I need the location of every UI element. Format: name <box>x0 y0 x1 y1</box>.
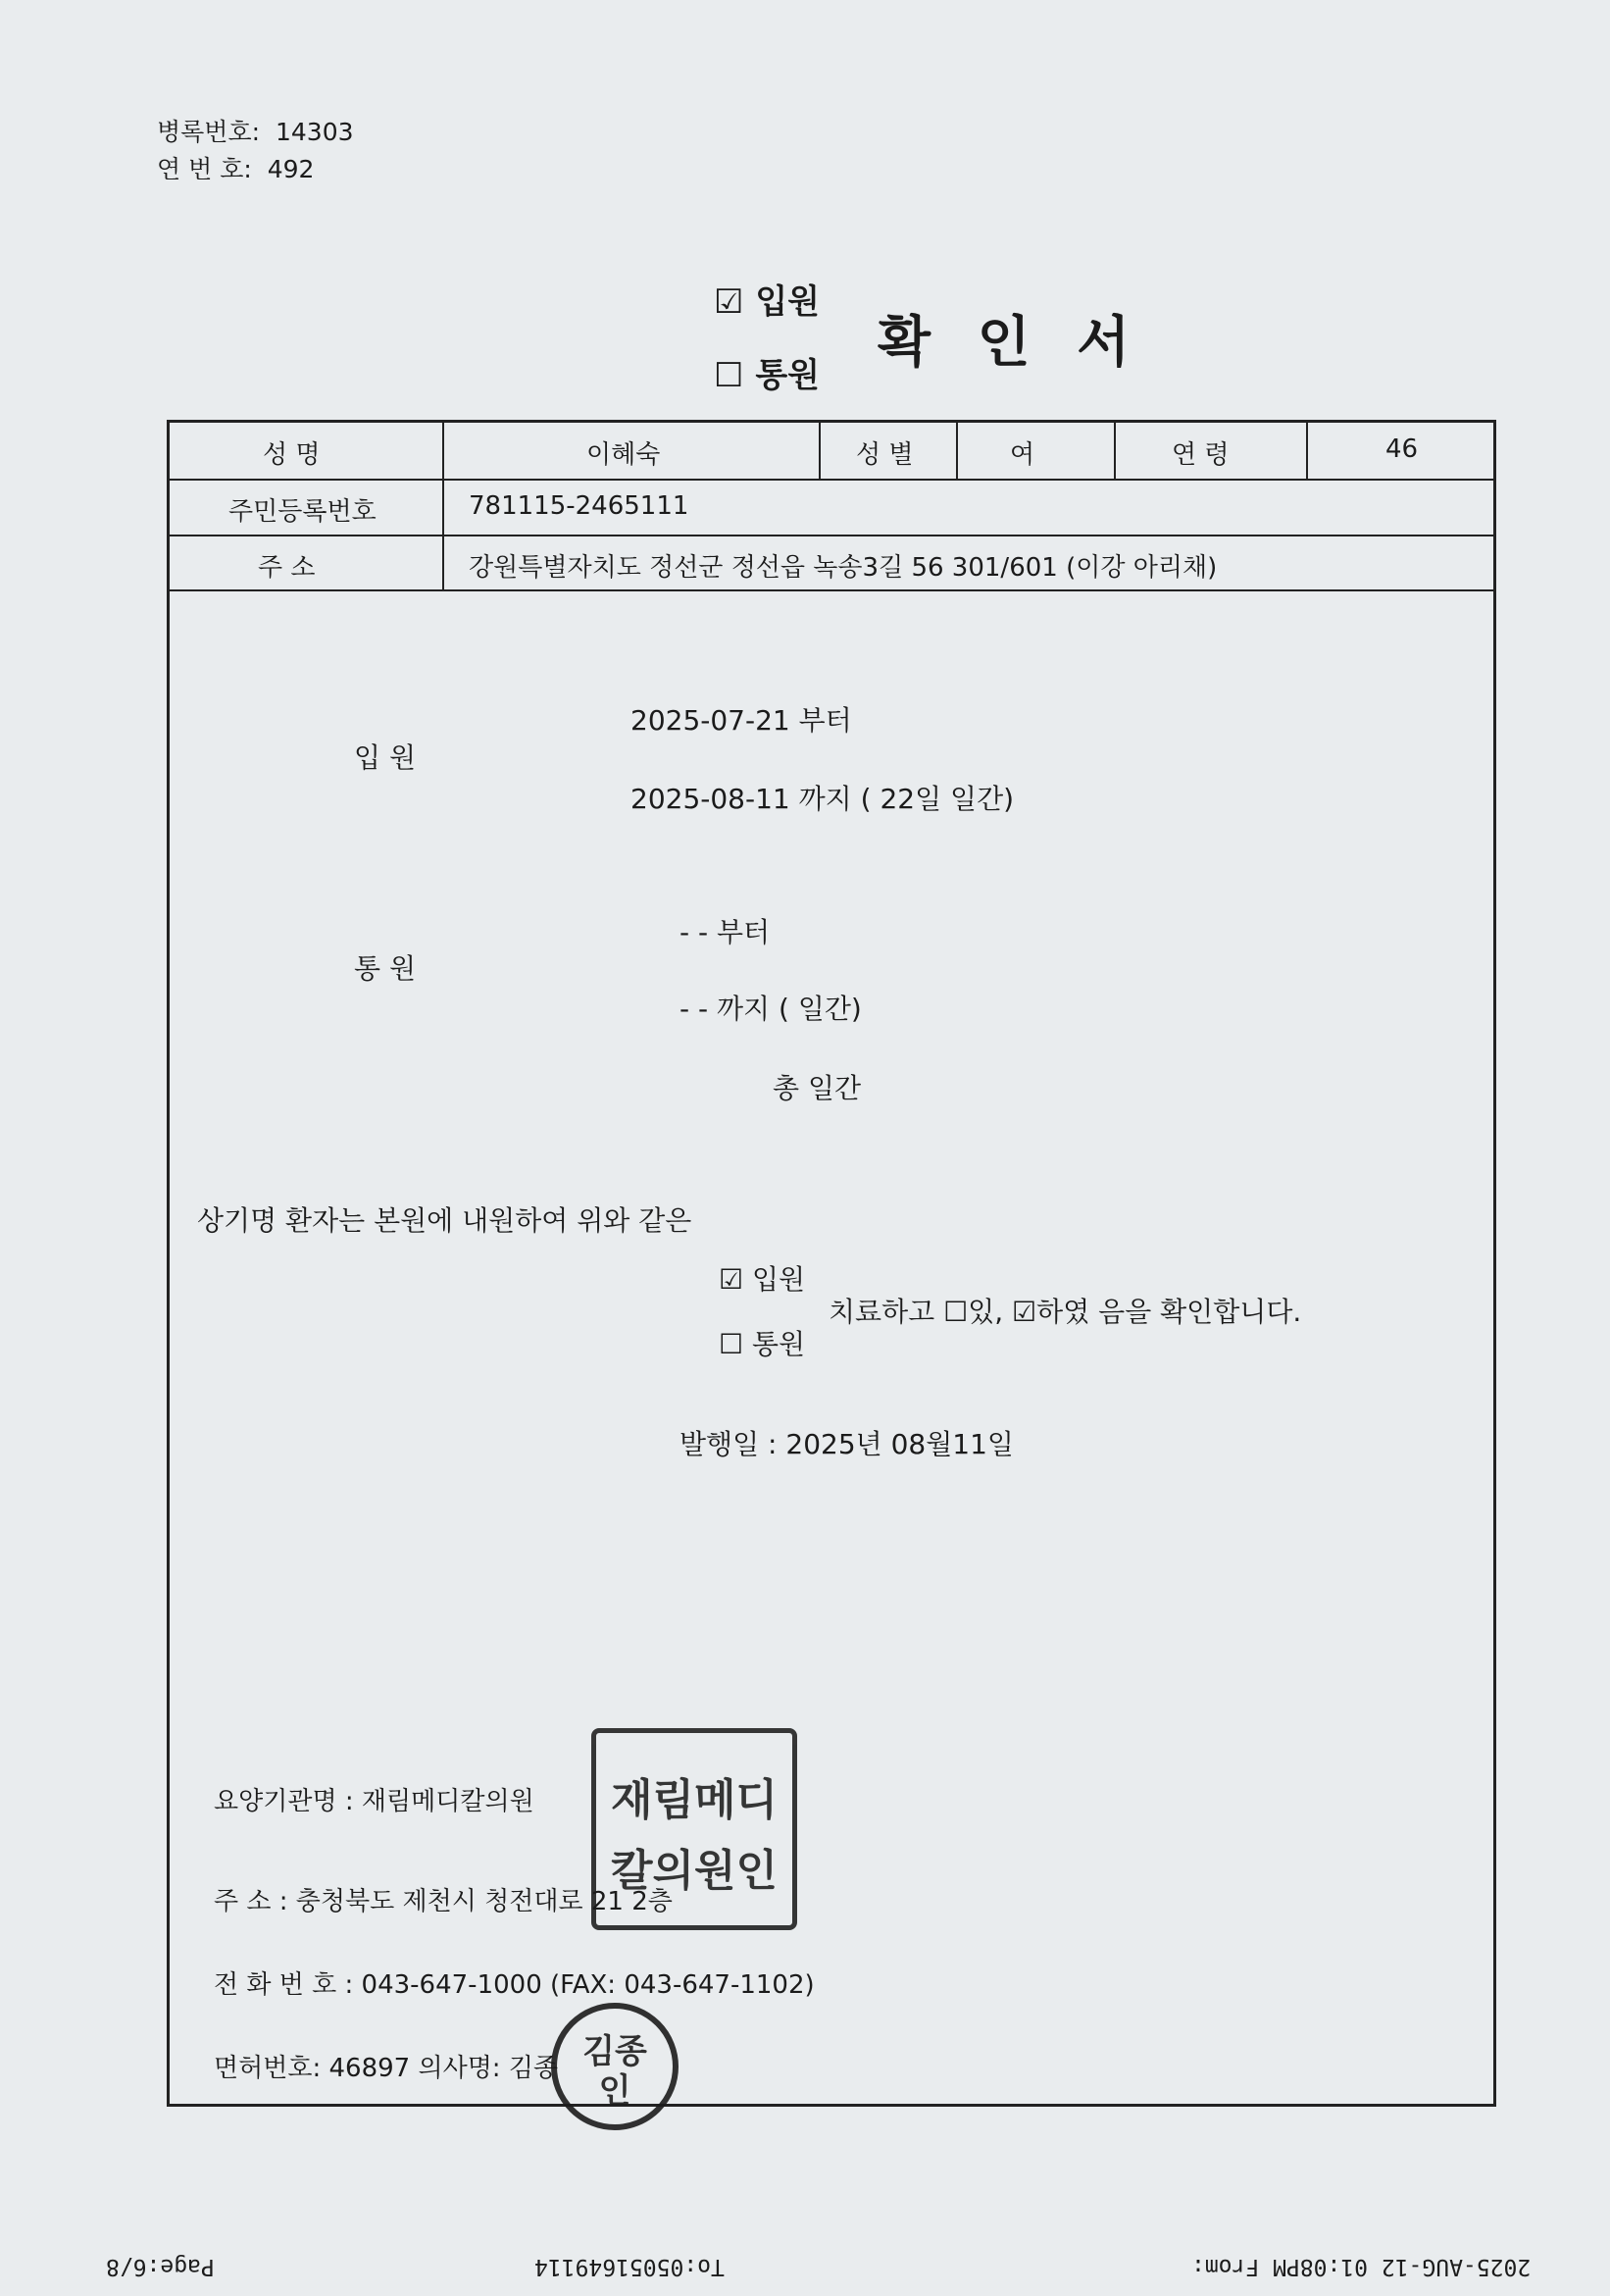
patient-address: 강원특별자치도 정선군 정선읍 녹송3길 56 301/601 (이강 아리채) <box>469 553 1218 583</box>
resident-number-label: 주민등록번호 <box>228 497 377 527</box>
record-number-label: 병록번호: <box>157 118 261 146</box>
row-divider <box>170 589 1493 591</box>
statement-line1: 상기명 환자는 본원에 내원하여 위와 같은 <box>197 1204 692 1237</box>
fax-from-stamp: 2025-AUG-12 01:08PM From: <box>1191 2254 1532 2279</box>
col-divider <box>819 423 821 479</box>
doctor-seal-stamp <box>551 2003 679 2130</box>
document-title: 확 인 서 <box>878 311 1144 375</box>
fax-to-number: To:05051649114 <box>534 2254 725 2279</box>
sex-label: 성 별 <box>856 440 914 470</box>
serial-number-label: 연 번 호: <box>157 155 252 183</box>
doctor-license: 면허번호: 46897 의사명: 김종 <box>214 2054 559 2083</box>
outpatient-label: 통 원 <box>354 952 416 985</box>
title-outpatient-check: ☐ 통원 <box>714 356 821 395</box>
fax-page-number: Page:6/8 <box>106 2254 215 2279</box>
outpatient-from: - - 부터 <box>679 916 771 948</box>
patient-sex: 여 <box>1010 440 1035 470</box>
row-divider <box>170 535 1493 536</box>
title-admit-check: ☑ 입원 <box>714 282 821 322</box>
clinic-phone: 전 화 번 호 : 043-647-1000 (FAX: 043-647-1102) <box>214 1970 815 2000</box>
issue-date: 발행일 : 2025년 08월11일 <box>679 1428 1014 1460</box>
col-divider <box>1114 423 1116 479</box>
serial-number <box>157 150 314 185</box>
patient-name: 이혜숙 <box>586 440 661 470</box>
admission-to: 2025-08-11 까지 ( 22일 일간) <box>630 783 1015 815</box>
resident-number: 781115-2465111 <box>469 491 689 521</box>
name-label: 성 명 <box>263 440 321 470</box>
record-number-value: 14303 <box>275 118 354 146</box>
outpatient-to: - - 까지 ( 일간) <box>679 993 862 1025</box>
outpatient-total: 총 일간 <box>773 1072 862 1104</box>
svg-text:김종: 김종 <box>582 2032 647 2071</box>
age-label: 연 령 <box>1172 440 1230 470</box>
certificate-box <box>167 420 1496 2107</box>
svg-text:인: 인 <box>598 2071 631 2111</box>
svg-text:재림메디: 재림메디 <box>610 1775 779 1825</box>
clinic-seal-stamp <box>591 1728 797 1930</box>
statement-line2: 치료하고 ☐있, ☑하였 음을 확인합니다. <box>829 1296 1302 1328</box>
admission-label: 입 원 <box>354 741 416 774</box>
patient-age: 46 <box>1385 434 1419 464</box>
record-number <box>157 113 354 148</box>
address-label: 주 소 <box>258 553 316 583</box>
clinic-address: 주 소 : 충청북도 제천시 청전대로 21 2층 <box>214 1887 673 1916</box>
admission-from: 2025-07-21 부터 <box>630 704 852 737</box>
col-divider <box>956 423 958 479</box>
clinic-seal-icon <box>601 1738 787 1920</box>
statement-outpatient: ☐ 통원 <box>719 1328 806 1360</box>
svg-text:칼의원인: 칼의원인 <box>610 1846 779 1896</box>
col-divider <box>1306 423 1308 479</box>
clinic-name: 요양기관명 : 재림메디칼의원 <box>214 1787 534 1816</box>
statement-admit: ☑ 입원 <box>719 1263 806 1296</box>
serial-number-value: 492 <box>267 155 315 183</box>
doctor-seal-icon <box>564 2015 666 2117</box>
row-divider <box>170 479 1493 481</box>
col-divider <box>442 423 444 589</box>
